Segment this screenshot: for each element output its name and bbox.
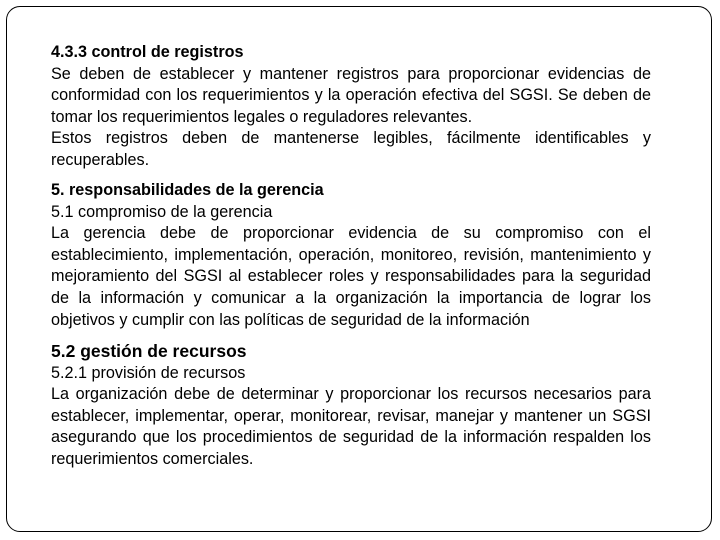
section-5-2-1-subheading: 5.2.1 provisión de recursos (51, 363, 246, 382)
section-4-3-3-heading: 4.3.3 control de registros (51, 43, 244, 61)
section-4-3-3-paragraph-1: Se deben de establecer y mantener registros para proporcionar evidencias de conformidad con los requerimientos y la operación efectiva del SGSI. Se deben de tomar los requerimientos legales o reguladores relevantes. (51, 64, 651, 126)
section-5-2-heading: 5.2 gestión de recursos (51, 341, 247, 361)
section-5-2 (51, 341, 651, 471)
section-5-heading: 5. responsabilidades de la gerencia (51, 181, 324, 199)
section-4-3-3 (51, 42, 651, 172)
section-5-1-paragraph: La gerencia debe de proporcionar evidencia de su compromiso con el establecimiento, implementación, operación, monitoreo, revisión, mantenimiento y mejoramiento del SGSI al establecer roles y responsabilidades para la seguridad de la información y comunicar a la organización la importancia de lograr los objetivos y cumplir con las políticas de seguridad de la información (51, 224, 651, 329)
section-5-2-1-paragraph: La organización debe de determinar y proporcionar los recursos necesarios para establecer, implementar, operar, monitorear, revisar, manejar y mantener un SGSI asegurando que los procedimientos de seguridad de la información respalden los requerimientos comerciales. (51, 385, 651, 468)
section-5 (51, 180, 651, 331)
section-5-1-subheading: 5.1 compromiso de la gerencia (51, 202, 273, 221)
section-4-3-3-paragraph-2: Estos registros deben de mantenerse legibles, fácilmente identificables y recuperables. (51, 129, 651, 169)
